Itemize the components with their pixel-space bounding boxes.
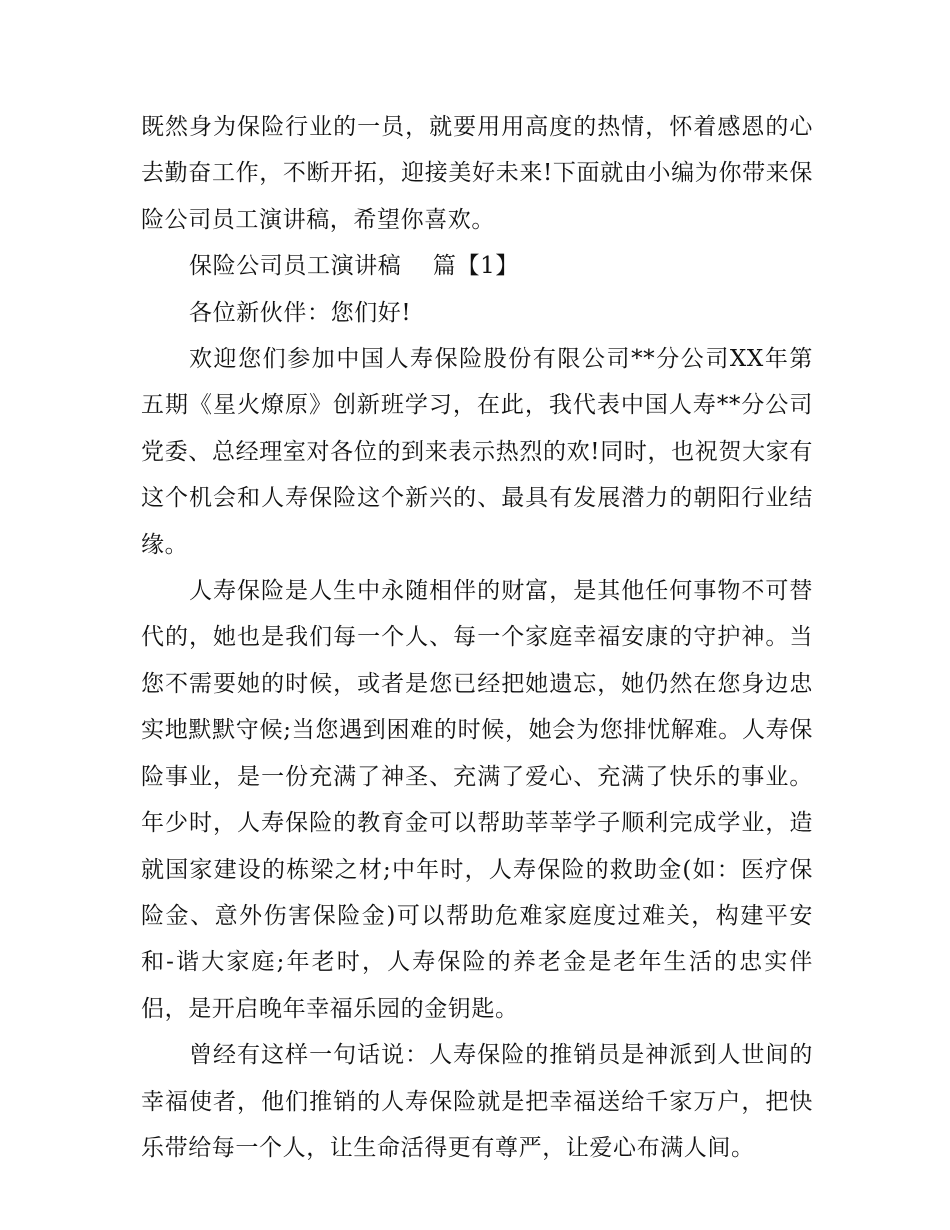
section-title: 保险公司员工演讲稿 篇【1】 [189, 253, 519, 280]
body-paragraph-saying: 曾经有这样一句话说：人寿保险的推销员是神派到人世间的幸福使者，他们推销的人寿保险就是把幸福送给千家万户，把快乐带给每一个人，让生命活得更有尊严，让爱心布满人间。 [141, 1042, 813, 1161]
greeting: 各位新伙伴：您们好! [189, 299, 412, 326]
body-paragraph-welcome: 欢迎您们参加中国人寿保险股份有限公司**分公司XX年第五期《星火燎原》创新班学习，在此，我代表中国人寿**分公司党委、总经理室对各位的到来表示热烈的欢!同时，也祝贺大家有这个机会和人寿保险这个新兴的、最具有发展潜力的朝阳行业结缘。 [141, 346, 813, 558]
body-paragraph-life-insurance: 人寿保险是人生中永随相伴的财富，是其他任何事物不可替代的，她也是我们每一个人、每一个家庭幸福安康的守护神。当您不需要她的时候，或者是您已经把她遗忘，她仍然在您身边忠实地默默守候;当您遇到困难的时候，她会为您排忧解难。人寿保险事业，是一份充满了神圣、充满了爱心、充满了快乐的事业。年少时，人寿保险的教育金可以帮助莘莘学子顺利完成学业，造就国家建设的栋梁之材;中年时，人寿保险的救助金(如：医疗保险金、意外伤害保险金)可以帮助危难家庭度过难关，构建平安和-谐大家庭;年老时，人寿保险的养老金是老年生活的忠实伴侣，是开启晚年幸福乐园的金钥匙。 [141, 578, 813, 1022]
document-body [141, 104, 813, 1171]
intro-paragraph: 既然身为保险行业的一员，就要用用高度的热情，怀着感恩的心去勤奋工作，不断开拓，迎接美好未来!下面就由小编为你带来保险公司员工演讲稿，希望你喜欢。 [141, 114, 813, 233]
